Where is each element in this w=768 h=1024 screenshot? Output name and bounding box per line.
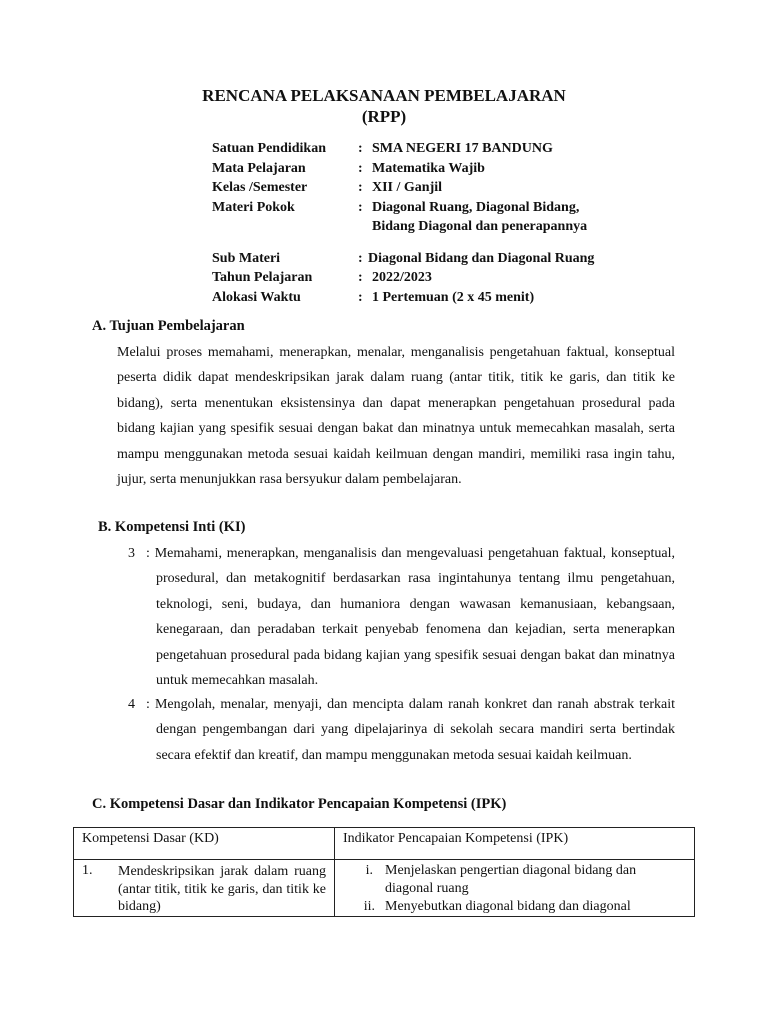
table-header-row (74, 828, 695, 860)
identity-separator: : (358, 250, 363, 266)
identity-value: 1 Pertemuan (2 x 45 menit) (372, 289, 535, 305)
identity-separator: : (358, 180, 363, 195)
ipk-item (335, 898, 686, 916)
table-header-kd: Kompetensi Dasar (KD) (74, 828, 335, 860)
kd-number: 1. (82, 863, 93, 878)
identity-row (212, 139, 672, 159)
table-row (74, 860, 695, 917)
identity-row (212, 159, 672, 179)
identity-label: Mata Pelajaran (212, 160, 306, 176)
identity-block (212, 139, 672, 307)
identity-row (212, 198, 672, 237)
ipk-text: Menyebutkan diagonal bidang dan diagonal (385, 899, 631, 914)
document-subtitle: (RPP) (361, 107, 407, 126)
identity-label: Satuan Pendidikan (212, 141, 326, 156)
identity-row (212, 178, 672, 198)
kd-cell (74, 860, 335, 917)
kd-text: Mendeskripsikan jarak dalam ruang (antar titik, titik ke garis, dan titik ke bidang) (118, 864, 326, 914)
identity-row (212, 249, 672, 269)
ipk-number: ii. (363, 899, 375, 914)
ki-item-number: 3 (128, 546, 135, 561)
ki-item (128, 541, 675, 693)
kd-ipk-table (73, 827, 695, 917)
identity-value: Matematika Wajib (372, 160, 485, 176)
section-b-heading: B. Kompetensi Inti (KI) (98, 519, 246, 535)
ipk-cell (335, 860, 695, 917)
ipk-item (335, 862, 686, 898)
identity-label: Sub Materi (212, 250, 281, 266)
section-c-heading: C. Kompetensi Dasar dan Indikator Pencapaian Kompetensi (IPK) (92, 796, 507, 812)
ki-item-body: : Memahami, menerapkan, menganalisis dan mengevaluasi pengetahuan faktual, konseptual, prosedural, dan metakognitif berdasarkan rasa ingintahunya tentang ilmu pengetahuan, teknologi, seni, budaya, dan humaniora dengan wawasan kemanusiaan, kebangsaan, kenegaraan, dan peradaban terkait penyebab fenomena dan kejadian, serta menerapkan pengetahuan prosedural pada bidang kajian yang spesifik sesuai dengan bakat dan minatnya untuk memecahkan masalah. (146, 546, 675, 689)
ki-item-text (146, 541, 675, 693)
identity-value: SMA NEGERI 17 BANDUNG (372, 141, 553, 156)
identity-row (212, 288, 672, 308)
section-a-paragraph: Melalui proses memahami, menerapkan, menalar, menganalisis pengetahuan faktual, konseptual peserta didik dapat mendeskripsikan jarak dalam ruang (antar titik, titik ke garis, dan titik ke bidang), serta menentukan eksistensinya dan dapat menerapkan pengetahuan prosedural pada bidang kajian yang spesifik sesuai dengan bakat dan minatnya untuk memecahkan masalah, serta mampu menggunakan metoda sesuai kaidah keilmuan dengan mandiri, memiliki rasa ingin tahu, jujur, serta menunjukkan rasa bersyukur dalam pembelajaran. (117, 345, 675, 488)
identity-label: Alokasi Waktu (212, 289, 301, 305)
identity-label: Tahun Pelajaran (212, 270, 313, 285)
ki-item (128, 692, 675, 794)
identity-value-line2: Bidang Diagonal dan penerapannya (372, 219, 588, 234)
identity-row (212, 268, 672, 288)
identity-separator: : (358, 160, 363, 176)
ki-item-number: 4 (128, 697, 135, 712)
identity-separator: : (358, 141, 363, 156)
identity-separator: : (358, 199, 363, 215)
ipk-number: i. (365, 863, 373, 878)
ki-item-text (146, 692, 675, 768)
document-title: RENCANA PELAKSANAAN PEMBELAJARAN (202, 86, 566, 105)
identity-value: XII / Ganjil (372, 180, 443, 195)
identity-value-line1: Diagonal Ruang, Diagonal Bidang, (372, 199, 580, 215)
identity-separator: : (358, 270, 363, 285)
identity-value (372, 198, 672, 237)
identity-label: Kelas /Semester (212, 180, 308, 195)
identity-value: 2022/2023 (372, 270, 432, 285)
identity-separator: : (358, 289, 363, 305)
identity-label: Materi Pokok (212, 199, 295, 215)
ki-item-body: : Mengolah, menalar, menyaji, dan mencipta dalam ranah konkret dan ranah abstrak terkait dengan pengembangan dari yang dipelajarinya di sekolah secara mandiri serta bertindak secara efektif dan kreatif, dan mampu menggunakan metoda sesuai kaidah keilmuan. (146, 697, 675, 763)
ipk-text: Menjelaskan pengertian diagonal bidang dan diagonal ruang (385, 863, 637, 896)
identity-value: Diagonal Bidang dan Diagonal Ruang (368, 250, 595, 266)
table-header-ipk: Indikator Pencapaian Kompetensi (IPK) (335, 828, 695, 860)
section-a-heading: A. Tujuan Pembelajaran (92, 318, 245, 334)
